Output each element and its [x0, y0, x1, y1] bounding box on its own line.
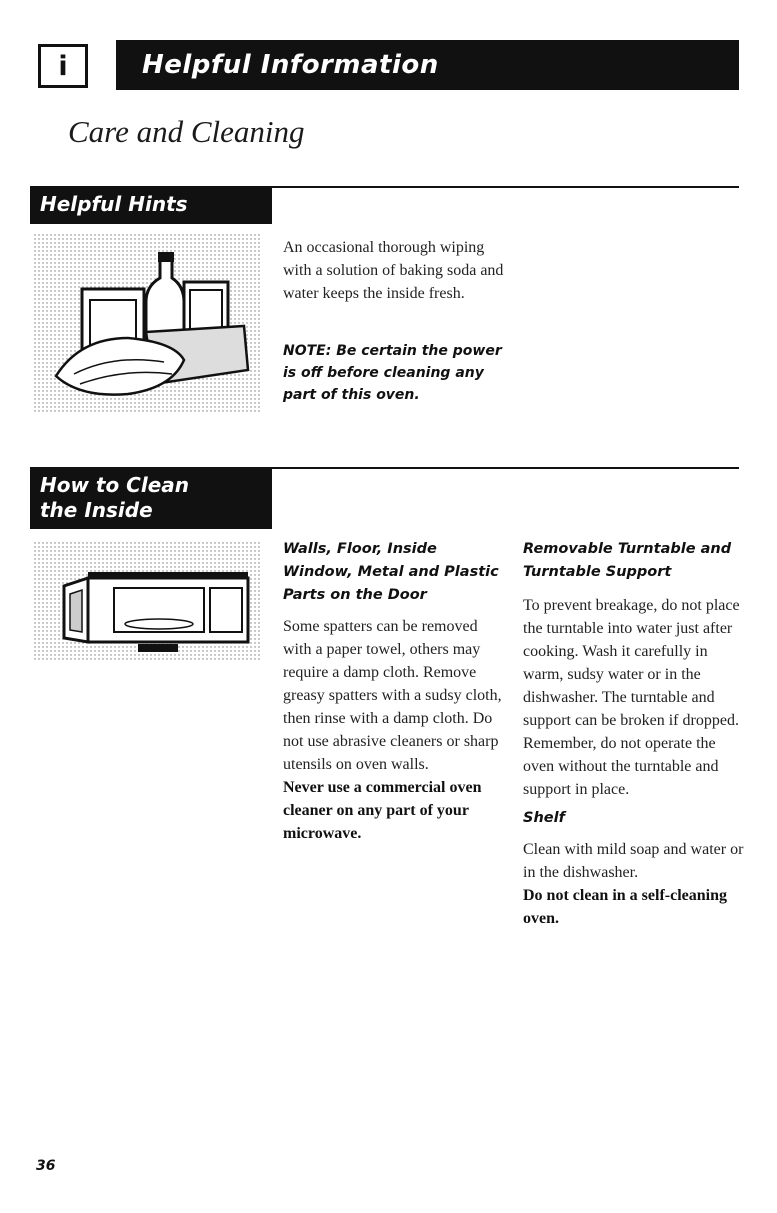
microwave-illustration	[34, 542, 260, 660]
hints-text: An occasional thorough wiping with a solution of baking soda and water keeps the inside fresh.	[283, 239, 504, 302]
page-subtitle: Care and Cleaning	[68, 114, 305, 149]
turntable-heading: Removable Turntable and Turntable Support	[523, 541, 732, 580]
shelf-warning: Do not clean in a self-cleaning oven.	[523, 887, 727, 927]
section-label-text: Helpful Hints	[40, 192, 188, 216]
info-icon-glyph: i	[58, 50, 68, 82]
header-title: Helpful Information	[142, 50, 439, 80]
walls-floor-column	[283, 538, 508, 845]
cleaning-supplies-illustration	[34, 234, 260, 412]
section-label-line1: How to Clean	[40, 473, 190, 497]
walls-floor-warning: Never use a commercial oven cleaner on any part of your microwave.	[283, 779, 482, 842]
walls-floor-text: Some spatters can be removed with a paper towel, others may require a damp cloth. Remove greasy spatters with a sudsy cloth, then rinse with a damp cloth. Do not use abrasive cleaners or sharp utensils on oven walls.	[283, 618, 502, 773]
hints-note: NOTE: Be certain the power is off before cleaning any part of this oven.	[283, 343, 502, 403]
header-bar	[116, 40, 739, 90]
shelf-heading: Shelf	[523, 810, 565, 826]
section-rule	[272, 186, 739, 188]
info-icon	[38, 44, 88, 88]
section-rule	[272, 467, 739, 469]
section-label-line2: the Inside	[40, 498, 153, 522]
shelf-text: Clean with mild soap and water or in the dishwasher.	[523, 841, 744, 881]
section-label-how-to-clean	[30, 467, 272, 529]
page-number: 36	[36, 1158, 56, 1174]
section-label-helpful-hints	[30, 186, 272, 224]
turntable-column	[523, 538, 748, 930]
walls-floor-heading: Walls, Floor, Inside Window, Metal and Plastic Parts on the Door	[283, 541, 499, 603]
turntable-text: To prevent breakage, do not place the turntable into water just after cooking. Wash it carefully in warm, sudsy water or in the dishwasher. The turntable and support can be broken if dropped. Remember, do not operate the oven without the turntable and support in place.	[523, 597, 740, 798]
